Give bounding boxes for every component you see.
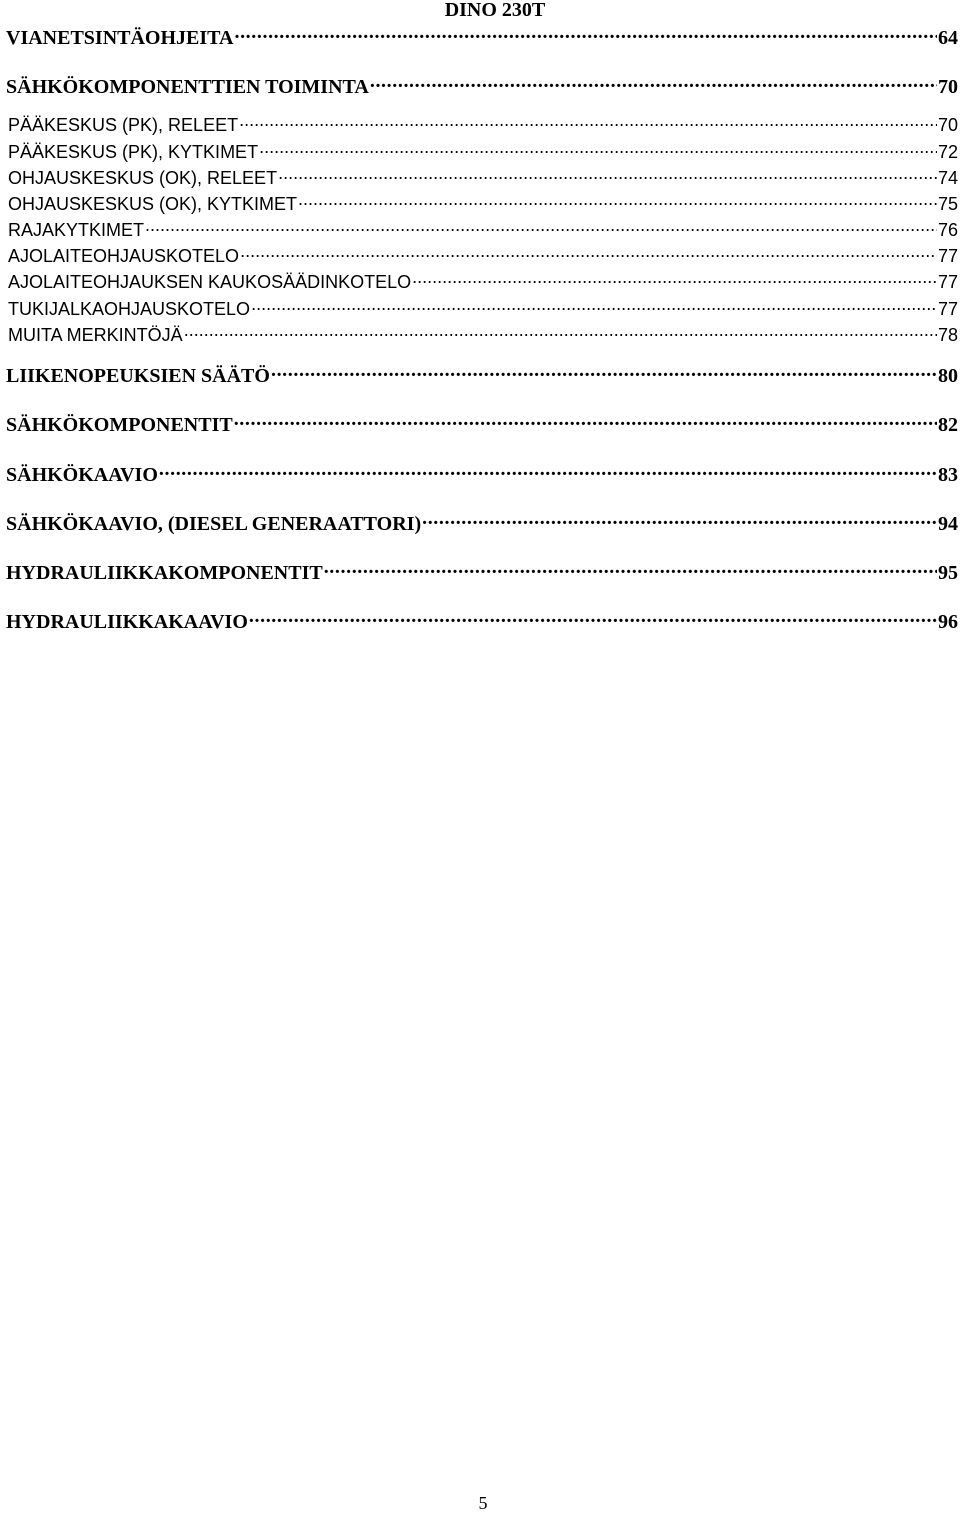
toc-dot-leader	[271, 362, 937, 382]
toc-subentry[interactable]	[8, 218, 958, 241]
toc-subentry[interactable]	[8, 113, 958, 136]
toc-entry-title: SÄHKÖKOMPONENTTIEN TOIMINTA	[6, 76, 369, 98]
toc-entry[interactable]	[6, 24, 958, 50]
toc-entry-title: SÄHKÖKAAVIO, (DIESEL GENERAATTORI)	[6, 513, 422, 535]
toc-dot-leader	[298, 192, 937, 210]
toc-dot-leader	[251, 297, 937, 315]
toc-entry-page: 77	[937, 272, 958, 292]
toc-entry[interactable]	[6, 510, 958, 536]
toc-entry[interactable]	[6, 411, 958, 437]
toc-entry-page: 95	[938, 562, 958, 584]
toc-entry-page: 76	[937, 220, 958, 240]
toc-entry-title: VIANETSINTÄOHJEITA	[6, 27, 234, 49]
toc-dot-leader	[278, 166, 937, 184]
toc-entry-title: LIIKENOPEUKSIEN SÄÄTÖ	[6, 365, 270, 387]
toc-dot-leader	[324, 559, 937, 579]
toc-entry[interactable]	[6, 559, 958, 585]
toc-entry-page: 72	[937, 142, 958, 162]
toc-entry-page: 74	[937, 168, 958, 188]
toc-entry-title: OHJAUSKESKUS (OK), RELEET	[8, 168, 278, 188]
toc-entry-title: PÄÄKESKUS (PK), KYTKIMET	[8, 142, 259, 162]
toc-entry-page: 75	[937, 194, 958, 214]
toc-subentry[interactable]	[8, 270, 958, 293]
toc-dot-leader	[234, 411, 937, 431]
toc-entry-title: MUITA MERKINTÖJÄ	[8, 325, 183, 345]
toc-dot-leader	[412, 270, 937, 288]
toc-dot-leader	[159, 461, 937, 481]
toc-entry-page: 70	[938, 76, 958, 98]
toc-dot-leader	[240, 244, 937, 262]
toc-entry-page: 82	[938, 414, 958, 436]
toc-entry-title: AJOLAITEOHJAUSKOTELO	[8, 246, 240, 266]
toc-subentry[interactable]	[8, 166, 958, 189]
toc-subentry[interactable]	[8, 192, 958, 215]
toc-entry-title: HYDRAULIIKKAKOMPONENTIT	[6, 562, 323, 584]
toc-entry[interactable]	[6, 461, 958, 487]
toc-entry-page: 77	[937, 246, 958, 266]
toc-entry-page: 64	[938, 27, 958, 49]
toc-entry-title: HYDRAULIIKKAKAAVIO	[6, 611, 248, 633]
toc-entry-page: 96	[938, 611, 958, 633]
toc-entry-page: 70	[937, 115, 958, 135]
toc-dot-leader	[422, 510, 937, 530]
toc-entry-page: 78	[937, 325, 958, 345]
toc-subentry[interactable]	[8, 323, 958, 346]
document-header: DINO 230T	[444, 0, 546, 21]
toc-dot-leader	[239, 113, 937, 131]
toc-entry-page: 77	[937, 299, 958, 319]
toc-entry-title: AJOLAITEOHJAUKSEN KAUKOSÄÄDINKOTELO	[8, 272, 412, 292]
toc-subentry[interactable]	[8, 140, 958, 163]
toc-dot-leader	[259, 140, 937, 158]
toc-entry-page: 80	[938, 365, 958, 387]
toc-entry-page: 83	[938, 464, 958, 486]
page-number: 5	[478, 1493, 488, 1513]
toc-entry-title: OHJAUSKESKUS (OK), KYTKIMET	[8, 194, 298, 214]
toc-entry[interactable]	[6, 608, 958, 634]
toc-entry-title: SÄHKÖKAAVIO	[6, 464, 158, 486]
toc-dot-leader	[234, 24, 937, 44]
toc-entry[interactable]	[6, 73, 958, 99]
toc-entry-page: 94	[938, 513, 958, 535]
toc-dot-leader	[184, 323, 937, 341]
toc-subentry[interactable]	[8, 297, 958, 320]
toc-subentry[interactable]	[8, 244, 958, 267]
toc-dot-leader	[370, 73, 937, 93]
toc-entry-title: TUKIJALKAOHJAUSKOTELO	[8, 299, 251, 319]
toc-entry-title: SÄHKÖKOMPONENTIT	[6, 414, 233, 436]
toc-entry-title: RAJAKYTKIMET	[8, 220, 145, 240]
toc-dot-leader	[145, 218, 937, 236]
toc-dot-leader	[249, 608, 937, 628]
toc-entry-title: PÄÄKESKUS (PK), RELEET	[8, 115, 239, 135]
toc-entry[interactable]	[6, 362, 958, 388]
